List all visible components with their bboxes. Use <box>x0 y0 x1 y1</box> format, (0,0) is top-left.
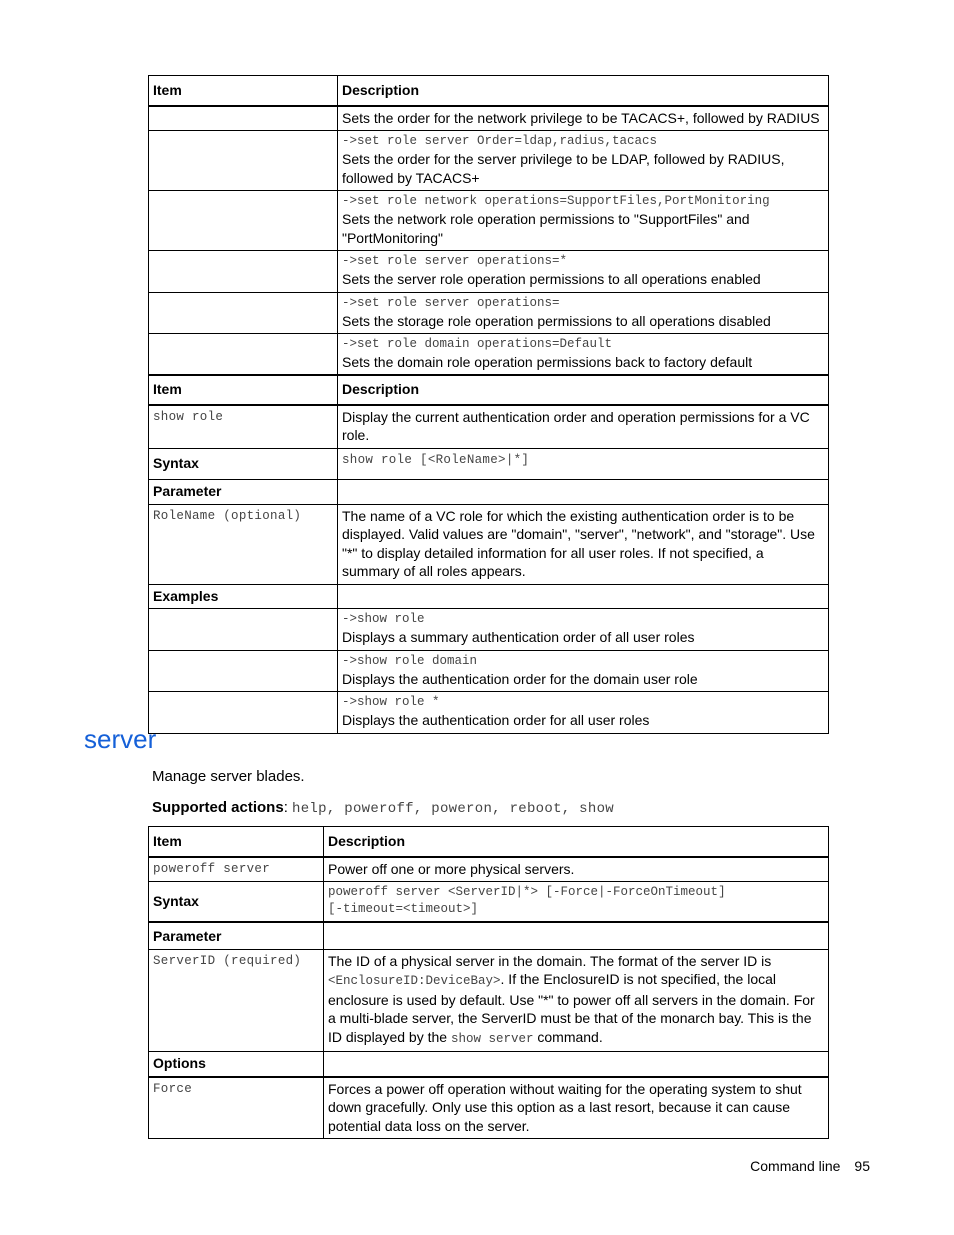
parameter-name: ServerID (required) <box>149 949 324 1052</box>
empty-cell <box>338 480 829 505</box>
footer-section: Command line <box>750 1158 841 1174</box>
supported-actions-label: Supported actions <box>152 799 284 816</box>
example-command: ->show role * <box>342 695 440 709</box>
description-cell <box>338 106 829 131</box>
table-row <box>149 292 829 334</box>
empty-cell <box>324 1052 829 1077</box>
description-cell <box>338 692 829 734</box>
option-name: Force <box>149 1077 324 1139</box>
table-row <box>149 609 829 651</box>
table-row <box>149 405 829 449</box>
parameter-text: The ID of a physical server in the domain. The format of the server ID is <box>328 952 772 969</box>
parameter-text: command. <box>533 1028 603 1045</box>
example-command: ->show role <box>342 612 425 626</box>
inline-code: <EnclosureID:DeviceBay> <box>328 974 501 988</box>
item-cell <box>149 609 338 651</box>
description-text: Sets the network role operation permissions to "SupportFiles" and "PortMonitoring" <box>342 211 750 246</box>
syntax-line: poweroff server <ServerID|*> [-Force|-ForceOnTimeout] <box>328 885 726 899</box>
header-description: Description <box>338 76 829 106</box>
syntax-value: show role [<RoleName>|*] <box>338 448 829 480</box>
example-command: ->set role server operations=* <box>342 254 568 268</box>
section-title: server <box>84 724 157 754</box>
syntax-line: [-timeout=<timeout>] <box>328 902 479 916</box>
empty-cell <box>338 584 829 609</box>
table-header-row <box>149 76 829 106</box>
table-row <box>149 584 829 609</box>
table-row <box>149 334 829 376</box>
examples-label: Examples <box>149 584 338 609</box>
parameter-description <box>324 949 829 1052</box>
page-footer <box>750 1158 870 1174</box>
description-cell <box>338 251 829 293</box>
description-text: Sets the storage role operation permissions to all operations disabled <box>342 312 771 329</box>
table-row <box>149 251 829 293</box>
parameter-label: Parameter <box>149 480 338 505</box>
show-role-table <box>148 374 829 734</box>
item-cell <box>149 251 338 293</box>
description-cell <box>338 191 829 251</box>
command-description: Power off one or more physical servers. <box>324 857 829 882</box>
header-item: Item <box>149 827 324 857</box>
example-command: ->set role server operations= <box>342 295 560 310</box>
table-row <box>149 480 829 505</box>
table-row <box>149 949 829 1052</box>
parameter-text: . If the EnclosureID is not specified, the local enclosure is used by default. Use "*" to power off all servers in the domain. For a multi-blade server, the ServerID must be that of the monarch bay. This is the ID displayed by the <box>328 971 815 1045</box>
command-description: Display the current authentication order and operation permissions for a VC role. <box>338 405 829 449</box>
role-examples-table <box>148 75 829 376</box>
table-row <box>149 692 829 734</box>
description-cell <box>338 131 829 191</box>
description-cell <box>338 292 829 334</box>
table-row <box>149 131 829 191</box>
item-cell <box>149 292 338 334</box>
description-text: Sets the server role operation permissions to all operations enabled <box>342 271 761 287</box>
description-cell <box>338 650 829 692</box>
example-command: ->set role network operations=SupportFiles,PortMonitoring <box>342 194 770 208</box>
table-row <box>149 857 829 882</box>
header-description: Description <box>324 827 829 857</box>
parameter-label: Parameter <box>149 922 324 949</box>
item-cell <box>149 106 338 131</box>
table-row <box>149 882 829 923</box>
table-row <box>149 448 829 480</box>
inline-code: show server <box>450 1031 534 1046</box>
table-row <box>149 1052 829 1077</box>
option-description: Forces a power off operation without waiting for the operating system to shut down gracefully. Only use this option as a last resort, because it can cause potential data loss on the server. <box>324 1077 829 1139</box>
description-text: Displays the authentication order for the domain user role <box>342 670 698 687</box>
section-intro: Manage server blades. <box>152 768 305 785</box>
parameter-name: RoleName (optional) <box>149 504 338 584</box>
item-cell <box>149 692 338 734</box>
header-description: Description <box>338 375 829 405</box>
supported-actions <box>152 799 614 817</box>
poweroff-server-table <box>148 826 829 1139</box>
options-label: Options <box>149 1052 324 1077</box>
supported-actions-separator: : <box>283 799 293 816</box>
header-item: Item <box>149 375 338 405</box>
description-cell <box>338 334 829 376</box>
syntax-label: Syntax <box>149 882 324 923</box>
description-text: Sets the order for the server privilege to be LDAP, followed by RADIUS, followed by TACACS+ <box>342 151 785 186</box>
table-header-row <box>149 375 829 405</box>
parameter-description: The name of a VC role for which the existing authentication order is to be displayed. Valid values are "domain", "server", "network", and "storage". Use "*" to display detailed information for all user roles. If not specified, a summary of all roles appears. <box>338 504 829 584</box>
syntax-label: Syntax <box>149 448 338 480</box>
table-row <box>149 504 829 584</box>
table-header-row <box>149 827 829 857</box>
description-text: Displays a summary authentication order of all user roles <box>342 629 695 645</box>
item-cell <box>149 191 338 251</box>
example-command: ->set role domain operations=Default <box>342 337 613 351</box>
item-cell <box>149 334 338 376</box>
table-row <box>149 922 829 949</box>
description-text: Sets the order for the network privilege to be TACACS+, followed by RADIUS <box>342 109 820 126</box>
header-item: Item <box>149 76 338 106</box>
description-text: Displays the authentication order for all user roles <box>342 712 650 728</box>
command-name: poweroff server <box>149 857 324 882</box>
item-cell <box>149 131 338 191</box>
command-name: show role <box>149 405 338 449</box>
item-cell <box>149 650 338 692</box>
example-command: ->show role domain <box>342 653 478 668</box>
supported-actions-value: help, poweroff, poweron, reboot, show <box>292 801 614 817</box>
description-text: Sets the domain role operation permissions back to factory default <box>342 354 753 370</box>
description-cell <box>338 609 829 651</box>
example-command: ->set role server Order=ldap,radius,tacacs <box>342 134 658 148</box>
empty-cell <box>324 922 829 949</box>
table-row <box>149 106 829 131</box>
table-row <box>149 1077 829 1139</box>
syntax-value <box>324 882 829 923</box>
page-number: 95 <box>854 1158 870 1174</box>
table-row <box>149 650 829 692</box>
table-row <box>149 191 829 251</box>
